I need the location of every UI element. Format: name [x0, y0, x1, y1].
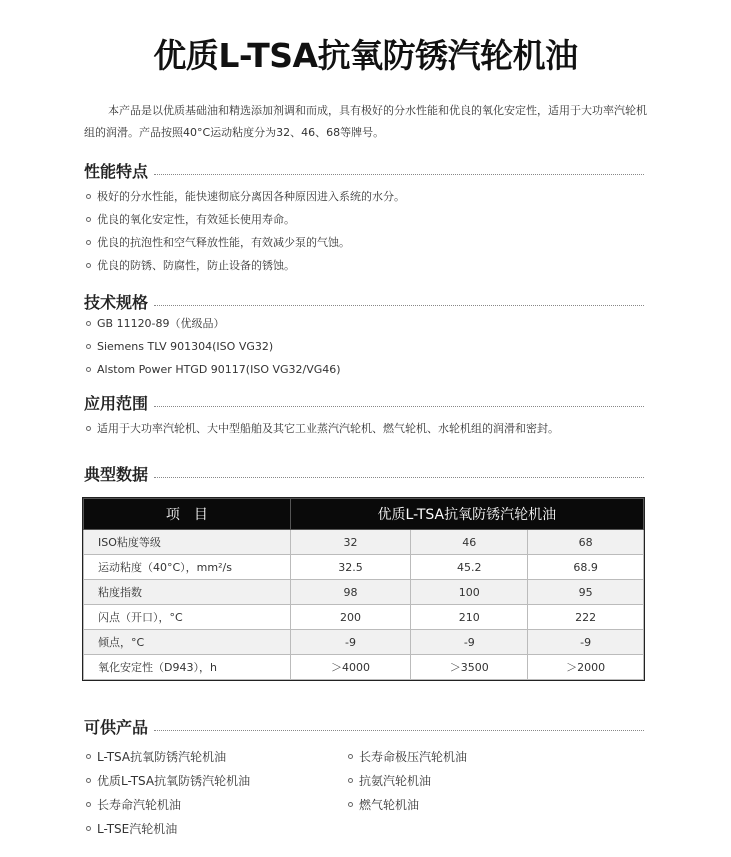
circle-bullet-icon [348, 754, 353, 759]
list-item: GB 11120-89（优级品） [84, 316, 684, 339]
heading-divider [154, 305, 644, 306]
table-cell: 98 [290, 580, 411, 605]
table-row [84, 605, 644, 630]
table-cell-label: 倾点，°C [84, 630, 291, 655]
table-row [84, 630, 644, 655]
table-cell: 95 [528, 580, 644, 605]
list-item: 燃气轮机油 [346, 796, 467, 820]
circle-bullet-icon [86, 344, 91, 349]
list-item: 优质L-TSA抗氧防锈汽轮机油 [84, 772, 250, 796]
table-cell: ＞2000 [528, 655, 644, 680]
list-item: 优良的氧化安定性，有效延长使用寿命。 [84, 212, 684, 235]
table-cell: 45.2 [411, 555, 528, 580]
table-header-row [84, 499, 644, 530]
table-row [84, 555, 644, 580]
list-item: 适用于大功率汽轮机、大中型船舶及其它工业蒸汽汽轮机、燃气轮机、水轮机组的润滑和密封。 [84, 421, 684, 444]
table-cell: -9 [528, 630, 644, 655]
list-item: 长寿命极压汽轮机油 [346, 748, 467, 772]
circle-bullet-icon [86, 367, 91, 372]
specs-heading [84, 289, 644, 313]
table-cell: 46 [411, 530, 528, 555]
list-item: Siemens TLV 901304(ISO VG32) [84, 339, 684, 362]
heading-divider [154, 730, 644, 731]
table-cell: 32.5 [290, 555, 411, 580]
table-cell-label: 闪点（开口），°C [84, 605, 291, 630]
list-item: 抗氨汽轮机油 [346, 772, 467, 796]
circle-bullet-icon [86, 778, 91, 783]
list-item: Alstom Power HTGD 90117(ISO VG32/VG46) [84, 362, 684, 385]
typical-data-table [83, 498, 644, 680]
circle-bullet-icon [348, 802, 353, 807]
table-cell: 68 [528, 530, 644, 555]
page-title: 优质L-TSA抗氧防锈汽轮机油 [153, 36, 578, 75]
table-row [84, 655, 644, 680]
intro-paragraph: 本产品是以优质基础油和精选添加剂调和而成，具有极好的分水性能和优良的氧化安定性，适用于大功率汽轮机组的润滑。产品按照40°C运动粘度分为32、46、68等牌号。 [84, 104, 647, 139]
list-item: 极好的分水性能，能快速彻底分离因各种原因进入系统的水分。 [84, 189, 684, 212]
circle-bullet-icon [348, 778, 353, 783]
heading-divider [154, 477, 644, 478]
circle-bullet-icon [86, 217, 91, 222]
applications-heading-text: 应用范围 [84, 393, 149, 413]
table-cell: -9 [290, 630, 411, 655]
heading-divider [154, 406, 644, 407]
products-left-column [84, 748, 250, 844]
table-cell: 32 [290, 530, 411, 555]
circle-bullet-icon [86, 263, 91, 268]
products-heading-text: 可供产品 [84, 717, 149, 737]
applications-list [84, 421, 684, 444]
table-row [84, 530, 644, 555]
applications-heading [84, 390, 644, 414]
circle-bullet-icon [86, 240, 91, 245]
table-cell-label: ISO粘度等级 [84, 530, 291, 555]
table-cell: 222 [528, 605, 644, 630]
specs-heading-text: 技术规格 [84, 292, 149, 312]
list-item: 优良的抗泡性和空气释放性能，有效减少泵的气蚀。 [84, 235, 684, 258]
table-cell: 68.9 [528, 555, 644, 580]
table-cell-label: 运动粘度（40°C），mm²/s [84, 555, 291, 580]
features-heading-text: 性能特点 [84, 161, 149, 181]
circle-bullet-icon [86, 426, 91, 431]
circle-bullet-icon [86, 754, 91, 759]
products-right-column [346, 748, 467, 820]
features-heading [84, 158, 644, 182]
list-item: L-TSE汽轮机油 [84, 820, 250, 844]
circle-bullet-icon [86, 321, 91, 326]
table-cell: 200 [290, 605, 411, 630]
list-item: L-TSA抗氧防锈汽轮机油 [84, 748, 250, 772]
table-header-product: 优质L-TSA抗氧防锈汽轮机油 [290, 499, 643, 530]
table-row [84, 580, 644, 605]
table-header-item: 项 目 [84, 499, 291, 530]
table-cell-label: 氧化安定性（D943），h [84, 655, 291, 680]
products-heading [84, 714, 644, 738]
list-item: 优良的防锈、防腐性，防止设备的锈蚀。 [84, 258, 684, 281]
circle-bullet-icon [86, 802, 91, 807]
typical-data-heading-text: 典型数据 [84, 464, 149, 484]
heading-divider [154, 174, 644, 175]
table-cell: -9 [411, 630, 528, 655]
table-cell: ＞4000 [290, 655, 411, 680]
table-cell: ＞3500 [411, 655, 528, 680]
typical-data-heading [84, 461, 644, 485]
circle-bullet-icon [86, 826, 91, 831]
table-cell-label: 粘度指数 [84, 580, 291, 605]
table-cell: 210 [411, 605, 528, 630]
specs-list [84, 316, 684, 385]
features-list [84, 189, 684, 281]
circle-bullet-icon [86, 194, 91, 199]
list-item: 长寿命汽轮机油 [84, 796, 250, 820]
table-cell: 100 [411, 580, 528, 605]
